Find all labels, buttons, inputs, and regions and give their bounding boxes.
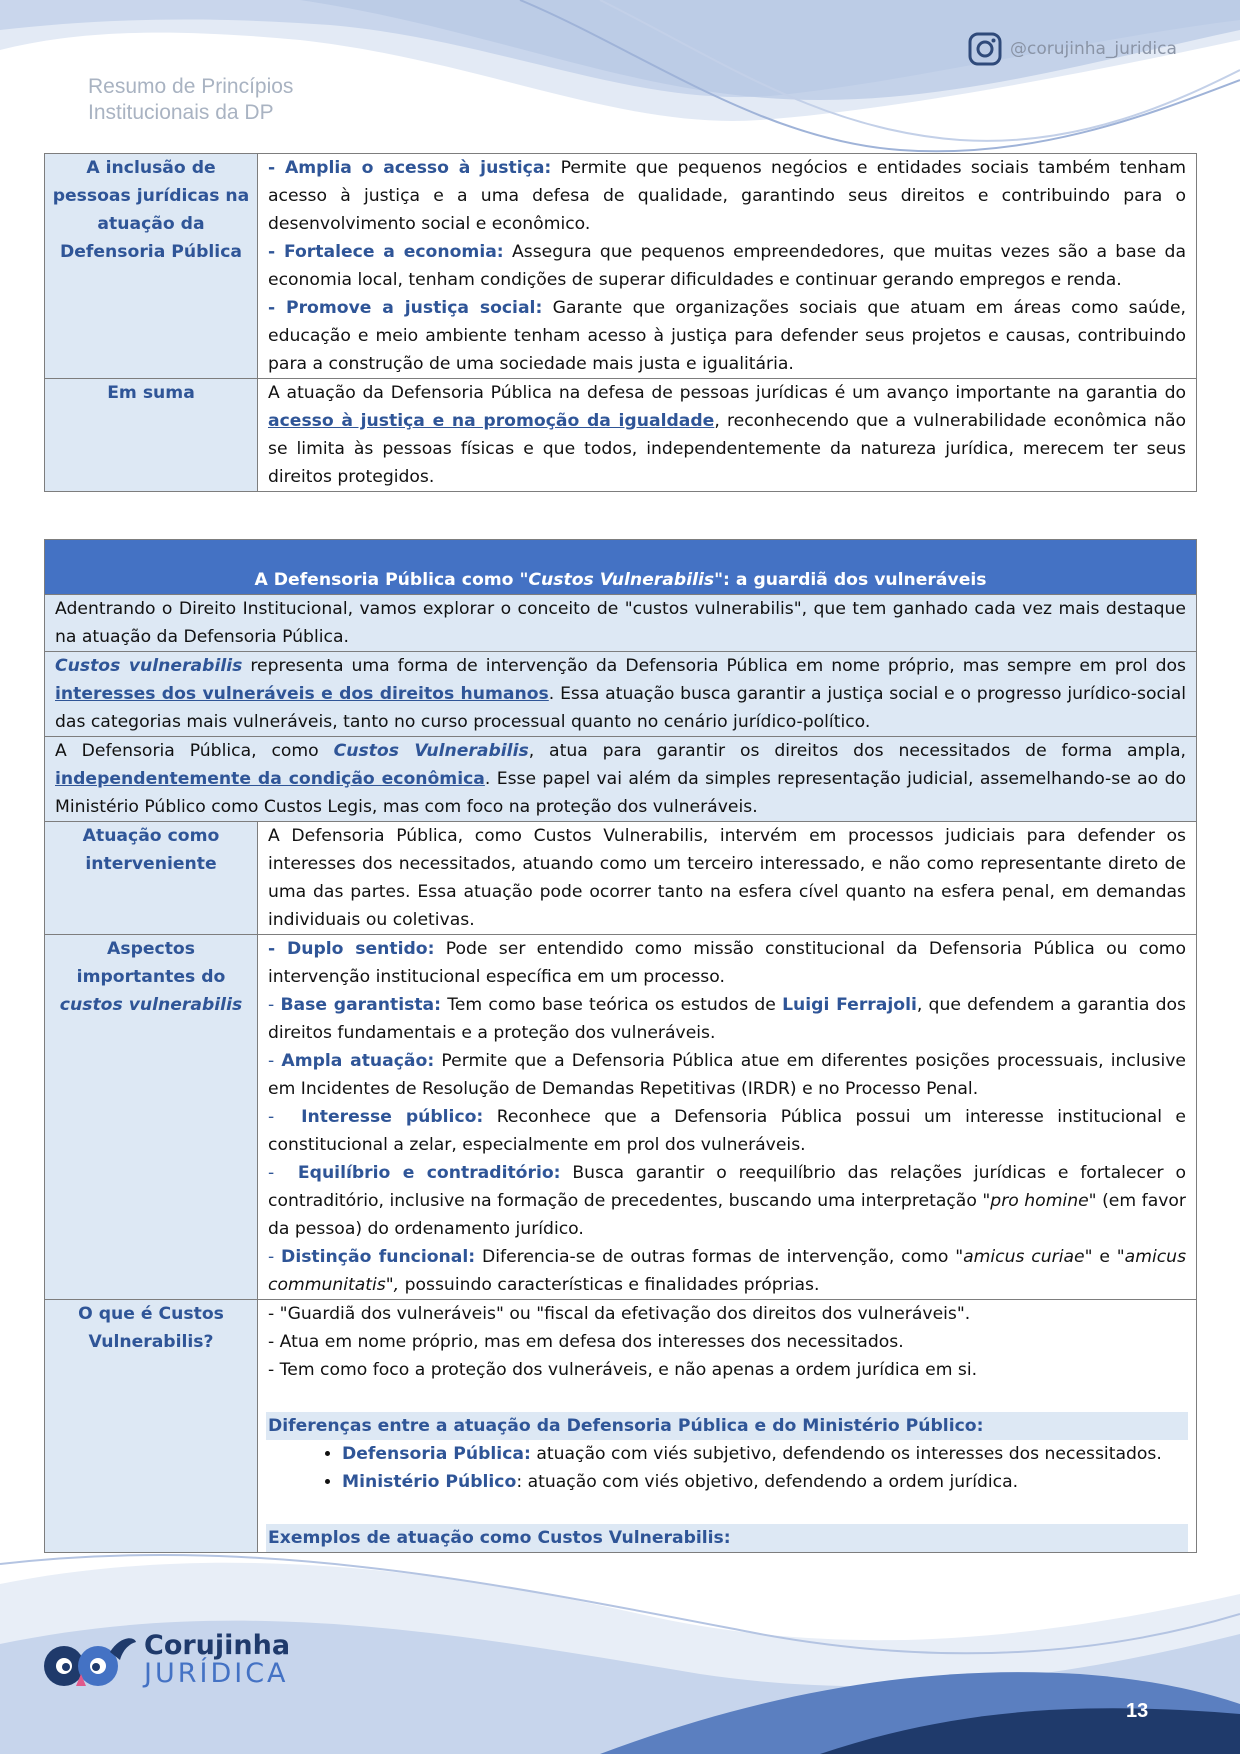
table-row [45,540,1197,595]
table-custos-vulnerabilis [44,539,1197,1553]
row-content [258,379,1197,492]
list-item: - Tem como foco a proteção dos vulneráveis, e não apenas a ordem jurídica em si. [268,1360,978,1380]
table-row [45,935,1197,1300]
text-segment: . Esse papel vai além da simples representação judicial, assemelhando-se ao do Ministério Público como Custos Legis, mas com foco na proteção dos vulneráveis. [55,769,1186,817]
row-content [258,154,1197,379]
text-segment: A Defensoria Pública, como [55,741,334,761]
item-text: (em favor da pessoa) do ordenamento jurídico. [268,1191,1186,1239]
item-italic: "amicus communitatis", [268,1247,1187,1295]
item-text: Pode ser entendido como missão constitucional da Defensoria Pública ou como intervenção institucional específica em um processo. [268,939,1186,987]
row-label: A inclusão de pessoas jurídicas na atuação da Defensoria Pública [45,154,258,379]
title-segment: ": a guardiã dos vulneráveis [714,570,987,590]
item-key: Distinção funcional: [281,1247,476,1267]
text-segment: A atuação da Defensoria Pública na defesa de pessoas jurídicas é um avanço importante na garantia do [268,383,1186,403]
item-text: Diferencia-se de outras formas de intervenção, como [475,1247,956,1267]
item-text: , que defendem a garantia dos direitos fundamentais e a proteção dos vulneráveis. [268,995,1186,1043]
differences-list [268,1440,1186,1496]
item-text: Busca garantir o reequilíbrio das relações jurídicas e fortalecer o contraditório, inclusive na formação de precedentes, buscando uma interpretação [268,1163,1186,1211]
item-key: Equilíbrio e contraditório: [297,1163,561,1183]
item-text: " e [1084,1247,1117,1267]
logo-text-line1: Corujinha [144,1630,291,1661]
differences-heading: Diferenças entre a atuação da Defensoria Pública e do Ministério Público: [266,1412,1188,1440]
item-name: Luigi Ferrajoli [782,995,917,1015]
document-header-title [88,74,293,126]
item-key: Base garantista: [280,995,442,1015]
bullet-text: : atuação com viés objetivo, defendendo a ordem jurídica. [516,1472,1019,1492]
item-key: - Promove a justiça social: [268,298,543,318]
section-title [45,540,1197,595]
title-italic: Custos Vulnerabilis [528,570,715,590]
table-row [45,737,1197,822]
item-text: Garante que organizações sociais que atuam em áreas como saúde, educação e meio ambiente tenham acesso à justiça para defender seus projetos e causas, contribuindo para a construção de uma sociedade mais justa e igualitária. [268,298,1186,374]
bullet-key: Defensoria Pública: [342,1444,531,1464]
item-key: Ampla atuação: [281,1051,435,1071]
table-row [45,652,1197,737]
highlight-link: acesso à justiça e na promoção da igualdade [268,411,715,431]
intro-paragraph: Adentrando o Direito Institucional, vamos explorar o conceito de "custos vulnerabilis", que tem ganhado cada vez mais destaque na atuação da Defensoria Pública. [45,595,1197,652]
logo-text-line2: JURÍDICA [144,1658,289,1689]
list-item: - Atua em nome próprio, mas em defesa dos interesses dos necessitados. [268,1332,904,1352]
instagram-handle[interactable] [968,32,1177,66]
row-content [258,935,1197,1300]
instagram-handle-text: @corujinha_juridica [1010,39,1177,59]
highlight-link: interesses dos vulneráveis e dos direitos humanos [55,684,549,704]
role-paragraph [45,737,1197,822]
item-text: Reconhece que a Defensoria Pública possui um interesse institucional e constitucional a zelar, especialmente em prol dos vulneráveis. [268,1107,1186,1155]
table-row [45,379,1197,492]
item-text: Tem como base teórica os estudos de [441,995,783,1015]
item-key: - Amplia o acesso à justiça: [268,158,552,178]
examples-heading: Exemplos de atuação como Custos Vulnerabilis: [266,1524,1188,1552]
table-row [45,154,1197,379]
table-row [45,595,1197,652]
item-dash: - [268,1051,282,1071]
header-title-line1: Resumo de Princípios [88,75,294,98]
header-title-line2: Institucionais da DP [88,101,274,124]
text-segment: , reconhecendo que a vulnerabilidade econômica não se limita às pessoas físicas e que todos, independentemente da natureza jurídica, merecem ter seus direitos protegidos. [268,411,1186,487]
item-text: Permite que a Defensoria Pública atue em diferentes posições processuais, inclusive em Incidentes de Resolução de Demandas Repetitivas (IRDR) e no Processo Penal. [268,1051,1186,1099]
item-key: - Fortalece a economia: [268,242,504,262]
label-text: Aspectos importantes do [76,939,226,987]
label-italic: custos vulnerabilis [59,995,243,1015]
row-content: A Defensoria Pública, como Custos Vulnerabilis, intervém em processos judiciais para defender os interesses dos necessitados, atuando como um terceiro interessado, e não como representante direto de uma das partes. Essa atuação pode ocorrer tanto na esfera cível quanto na esfera penal, em demandas individuais ou coletivas. [258,822,1197,935]
item-text: Assegura que pequenos empreendedores, que muitas vezes são a base da economia local, tenham condições de superar dificuldades e continuar gerando empregos e renda. [268,242,1186,290]
owl-logo-icon [40,1630,140,1690]
item-dash: - [268,1107,302,1127]
item-italic: "pro homine" [982,1191,1097,1211]
item-key: Interesse público: [301,1107,484,1127]
term: Custos Vulnerabilis [333,741,529,761]
item-dash: - [268,995,281,1015]
item-dash: - [268,1163,298,1183]
item-text: Permite que pequenos negócios e entidades sociais também tenham acesso à justiça e a uma defesa de qualidade, garantindo seus direitos e contribuindo para o desenvolvimento social e econômico. [268,158,1186,234]
list-item: - "Guardiã dos vulneráveis" ou "fiscal da efetivação dos direitos dos vulneráveis". [268,1304,971,1324]
row-label [45,935,258,1300]
title-segment: A Defensoria Pública como " [254,570,529,590]
text-segment: , atua para garantir os direitos dos necessitados de forma ampla, [528,741,1187,761]
text-segment: . Essa atuação busca garantir a justiça social e o progresso jurídico-social das categorias mais vulneráveis, tanto no curso processual quanto no cenário jurídico-político. [55,684,1187,732]
table-row [45,1300,1197,1553]
row-label: Em suma [45,379,258,492]
term: Custos vulnerabilis [55,656,243,676]
bullet-text: atuação com viés subjetivo, defendendo os interesses dos necessitados. [530,1444,1162,1464]
list-item [342,1468,1186,1496]
bullet-key: Ministério Público [342,1472,517,1492]
row-content [258,1300,1197,1553]
instagram-icon [968,32,1002,66]
page-number: 13 [1126,1700,1149,1722]
table-row [45,822,1197,935]
text-segment: representa uma forma de intervenção da Defensoria Pública em nome próprio, mas sempre em prol dos [242,656,1186,676]
list-item [342,1440,1186,1468]
row-label: Atuação como interveniente [45,822,258,935]
row-label: O que é Custos Vulnerabilis? [45,1300,258,1553]
brand-logo [40,1630,290,1690]
definition-paragraph [45,652,1197,737]
highlight-link: independentemente da condição econômica [55,769,485,789]
item-italic: "amicus curiae [955,1247,1085,1267]
item-dash: - [268,1247,282,1267]
table-pessoas-juridicas [44,153,1197,492]
item-text: possuindo características e finalidades próprias. [399,1275,820,1295]
item-key: - Duplo sentido: [268,939,435,959]
